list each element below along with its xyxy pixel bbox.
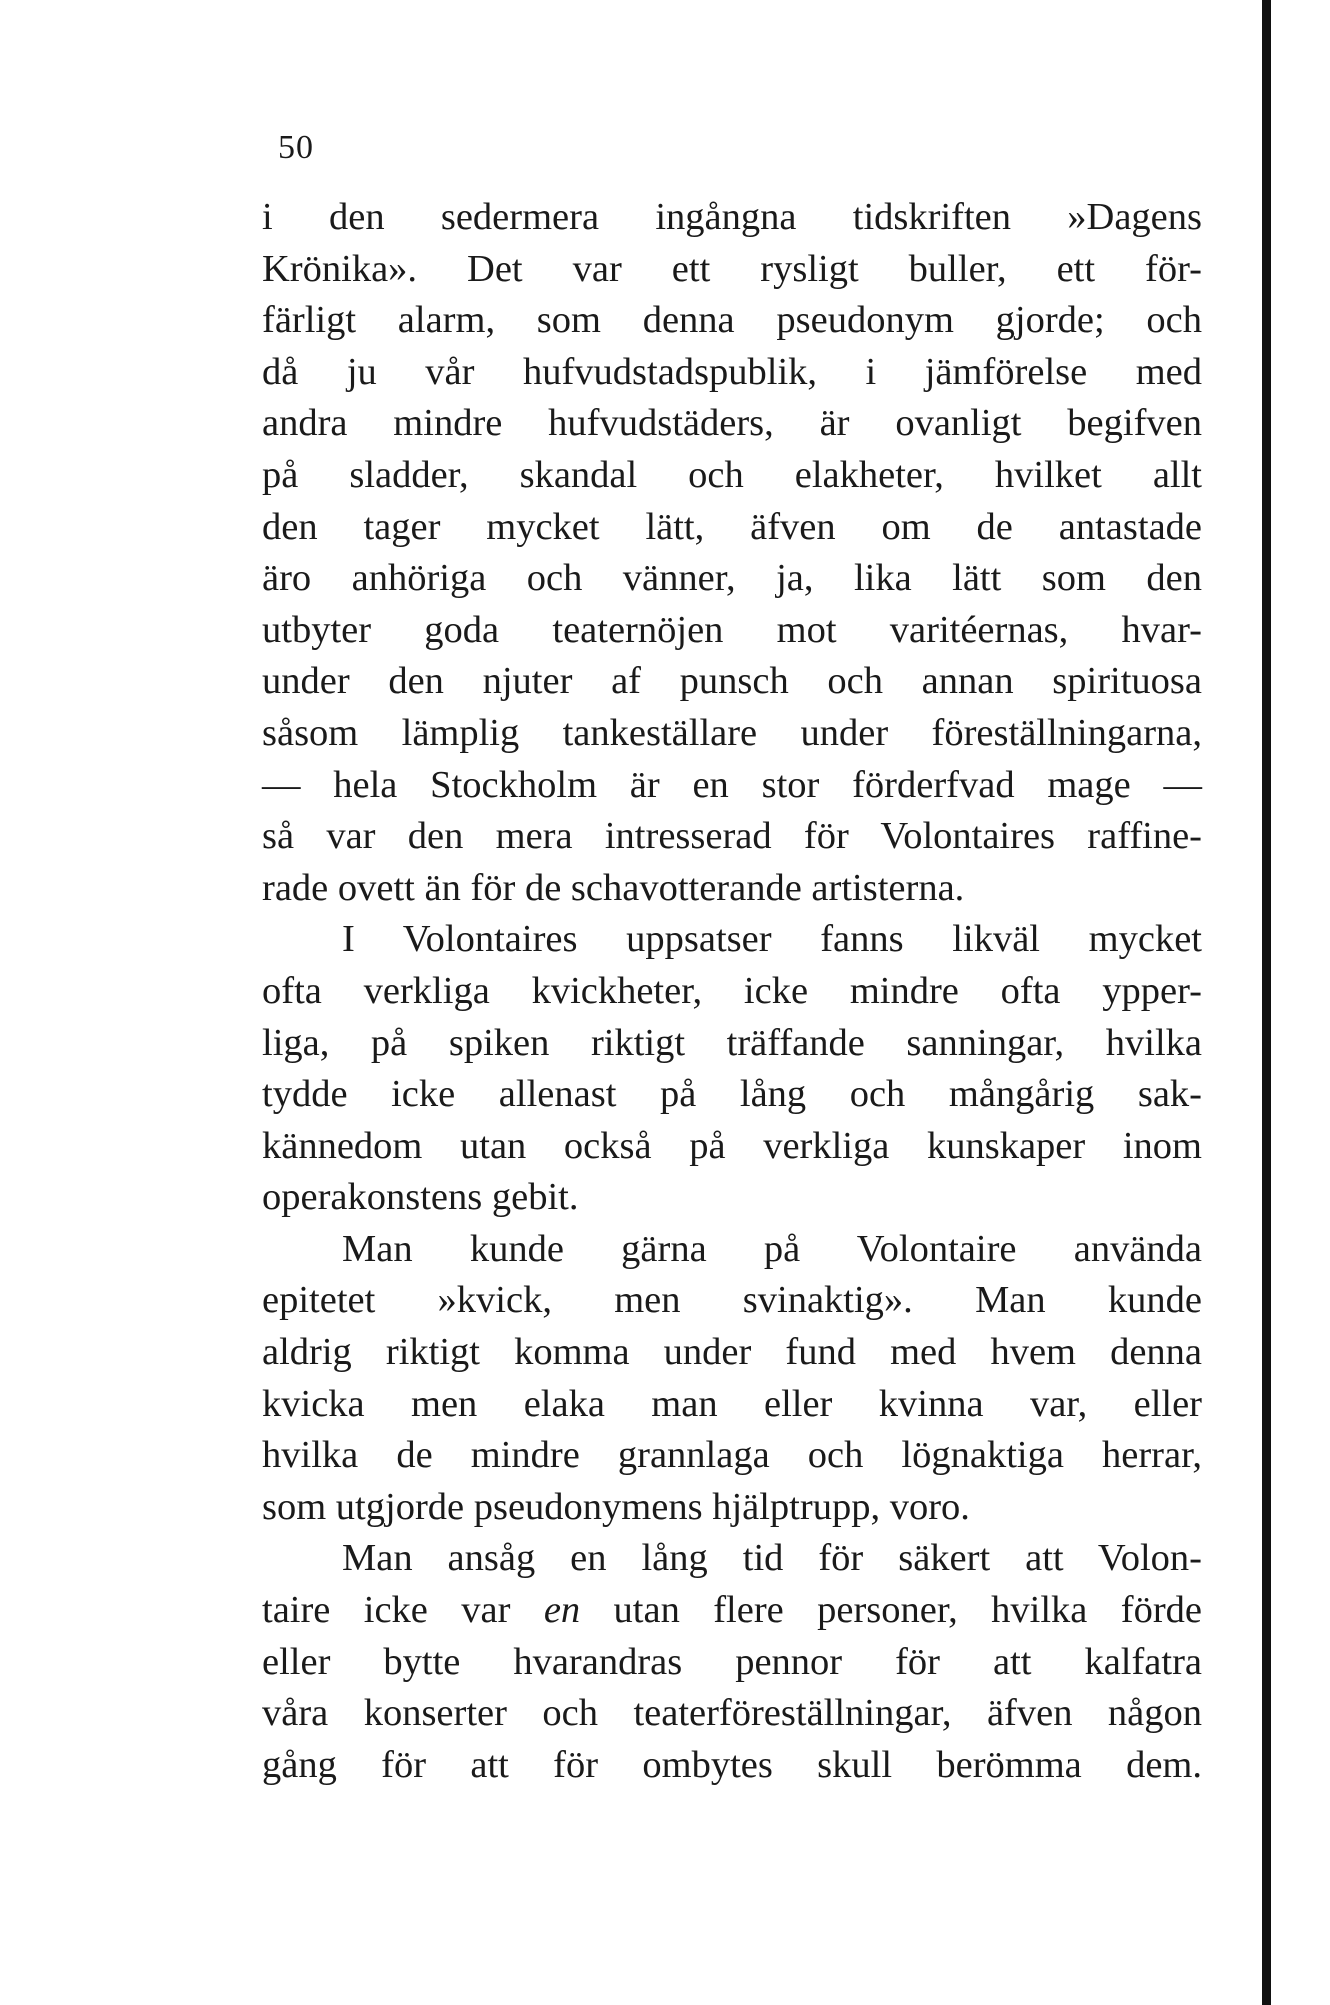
text-line: såsom lämplig tankeställare under föreställningarna, <box>262 711 1202 754</box>
text-line: hvilka de mindre grannlaga och lögnaktiga herrar, <box>262 1434 1202 1477</box>
text-line: epitetet »kvick, men svinaktig». Man kunde <box>262 1279 1202 1322</box>
text-line: gång för att för ombytes skull berömma dem. <box>262 1743 1202 1786</box>
text-line: I Volontaires uppsatser fanns likväl mycket <box>342 918 1202 961</box>
text-line: operakonstens gebit. <box>262 1176 579 1219</box>
text-line: kännedom utan också på verkliga kunskaper inom <box>262 1124 1202 1167</box>
text-line: liga, på spiken riktigt träffande sanningar, hvilka <box>262 1021 1202 1064</box>
page-number: 50 <box>278 129 314 166</box>
text-segment: utan flere personer, hvilka förde <box>580 1589 1202 1632</box>
text-line: kvicka men elaka man eller kvinna var, eller <box>262 1382 1202 1425</box>
text-line: våra konserter och teaterföreställningar, äfven någon <box>262 1692 1202 1735</box>
text-line: Man ansåg en lång tid för säkert att Volon- <box>342 1537 1202 1580</box>
text-line: färligt alarm, som denna pseudonym gjorde; och <box>262 299 1202 342</box>
text-line: äro anhöriga och vänner, ja, lika lätt som den <box>262 557 1202 600</box>
text-line: andra mindre hufvudstäders, är ovanligt begifven <box>262 402 1202 445</box>
text-line: Krönika». Det var ett rysligt buller, ett för- <box>262 247 1202 290</box>
text-line: under den njuter af punsch och annan spirituosa <box>262 660 1202 703</box>
text-segment: taire icke var <box>262 1589 544 1632</box>
text-line: då ju vår hufvudstadspublik, i jämförelse med <box>262 350 1202 393</box>
emphasized-word: en <box>543 1589 581 1632</box>
text-line: ofta verkliga kvickheter, icke mindre ofta ypper- <box>262 969 1202 1012</box>
text-line: på sladder, skandal och elakheter, hvilket allt <box>262 453 1202 496</box>
text-line: tydde icke allenast på lång och mångårig sak- <box>262 1073 1202 1116</box>
text-line: rade ovett än för de schavotterande artisterna. <box>262 866 965 909</box>
text-line: den tager mycket lätt, äfven om de antastade <box>262 505 1202 548</box>
text-line: aldrig riktigt komma under fund med hvem denna <box>262 1331 1202 1374</box>
text-line: i den sedermera ingångna tidskriften »Dagens <box>262 196 1202 238</box>
text-line: utbyter goda teaternöjen mot varitéernas, hvar- <box>262 608 1202 651</box>
text-line: Man kunde gärna på Volontaire använda <box>342 1227 1202 1270</box>
page-edge-border <box>1262 0 1271 2005</box>
body-text <box>262 192 1202 1791</box>
text-line <box>262 1585 1202 1637</box>
text-line: som utgjorde pseudonymens hjälptrupp, voro. <box>262 1485 970 1528</box>
text-line: så var den mera intresserad för Volontaires raffine- <box>262 815 1202 858</box>
text-line: eller bytte hvarandras pennor för att kalfatra <box>262 1640 1202 1683</box>
text-line: — hela Stockholm är en stor förderfvad mage — <box>262 763 1202 806</box>
